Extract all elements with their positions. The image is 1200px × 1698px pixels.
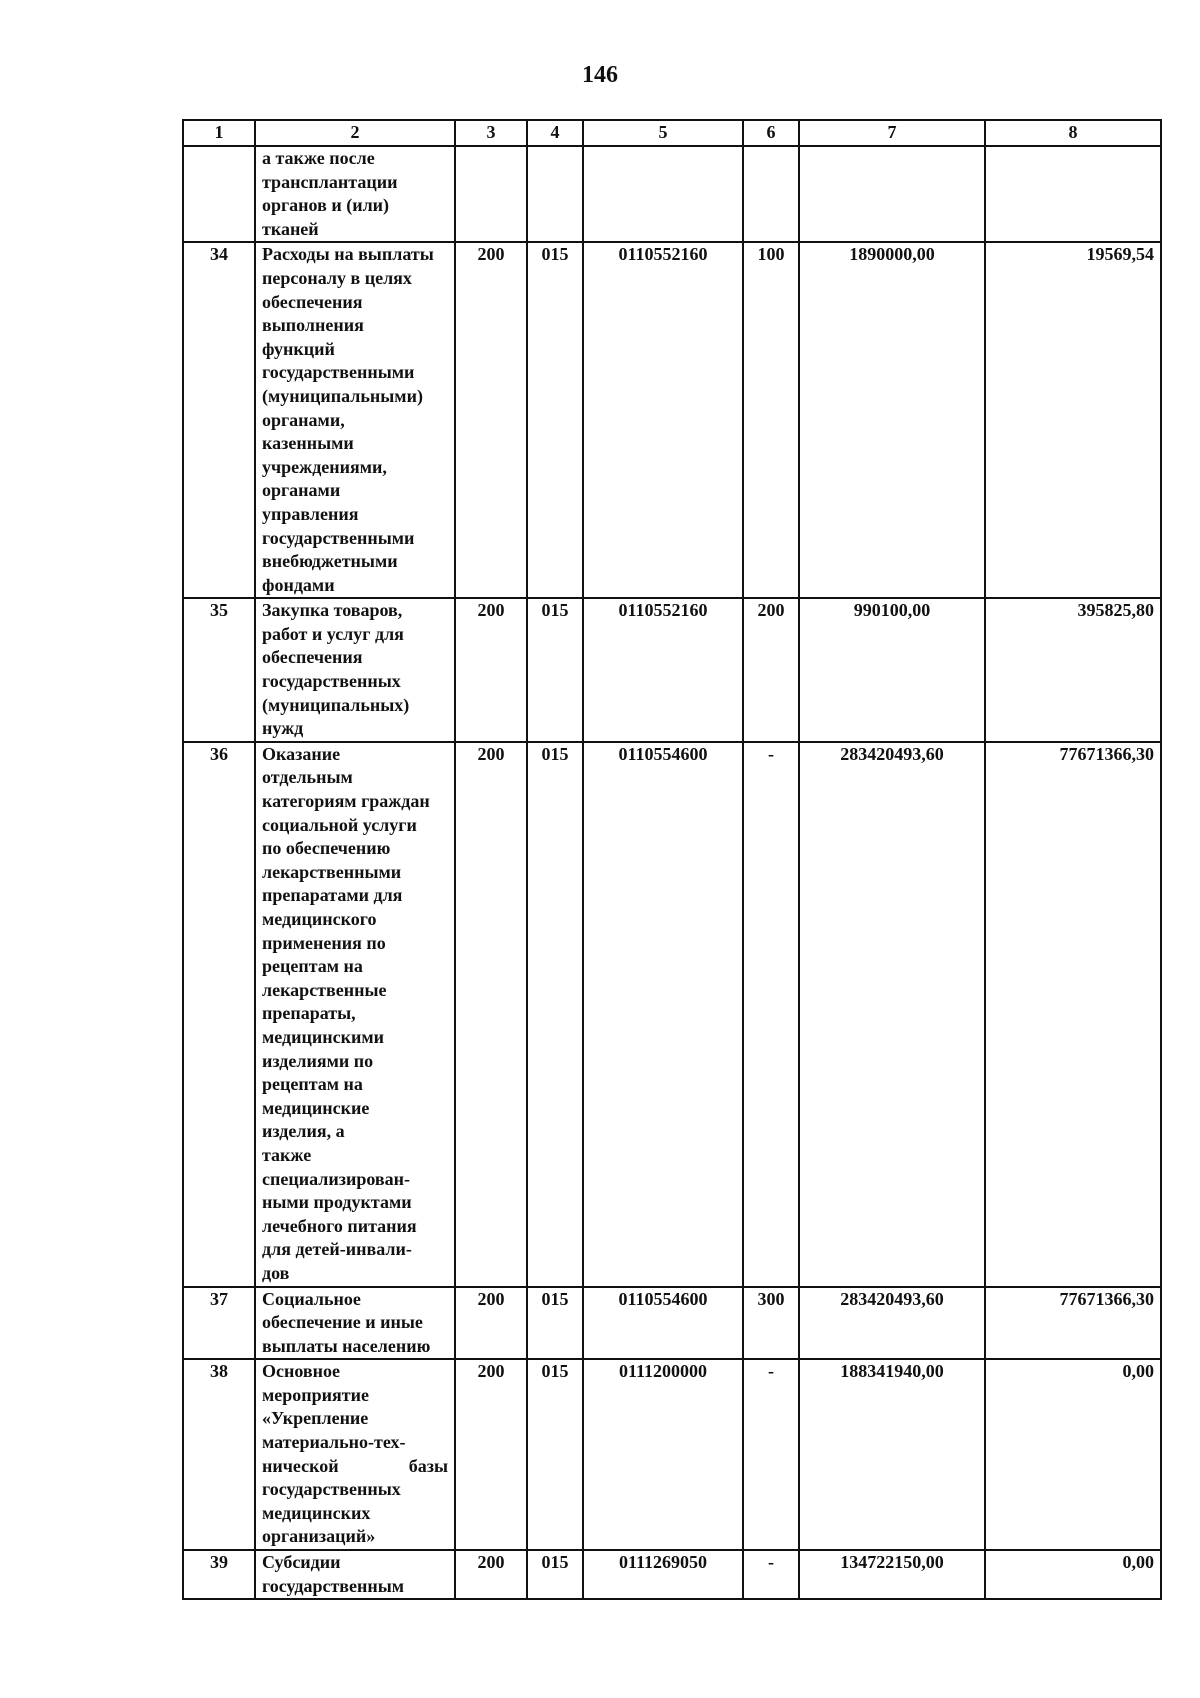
item-name-line: материально-тех- [262,1432,406,1453]
item-name-line: Основное [262,1361,340,1382]
item-name-line: фондами [262,574,335,595]
item-name-line: социальной услуги [262,814,417,835]
planned-amount-cell: 283420493,60 [799,1287,985,1360]
expense-type-cell: - [743,1359,799,1550]
row-number-cell: 39 [183,1550,255,1599]
item-name-line: препараты, [262,1003,356,1024]
item-name-line: «Укрепление [262,1408,369,1429]
item-name-line: организаций» [262,1526,376,1547]
item-name-cell [255,598,455,742]
column-header: 2 [255,120,455,146]
actual-amount-cell: 0,00 [985,1550,1161,1599]
item-name-line: Расходы на выплаты [262,244,434,265]
section-code-cell [527,146,583,242]
row-number-cell: 37 [183,1287,255,1360]
item-name-line: выполнения [262,315,364,336]
item-name-line: органами, [262,409,345,430]
planned-amount-cell: 990100,00 [799,598,985,742]
item-name-line: нужд [262,718,304,739]
item-name-line: изделия, а [262,1121,345,1142]
item-name-line: мероприятие [262,1384,369,1405]
target-article-cell: 0111269050 [583,1550,743,1599]
item-name-line: а также после [262,148,375,168]
row-number-cell: 35 [183,598,255,742]
target-article-cell: 0110554600 [583,742,743,1287]
item-name-line: казенными [262,433,354,454]
item-name-line: Субсидии [262,1552,341,1573]
row-number-cell: 38 [183,1359,255,1550]
expense-type-cell: 300 [743,1287,799,1360]
ministry-code-cell: 200 [455,1550,527,1599]
item-name-line: обеспечения [262,291,363,312]
column-header: 3 [455,120,527,146]
ministry-code-cell: 200 [455,1287,527,1360]
item-name-line: Закупка товаров, [262,600,403,621]
item-name-cell [255,1287,455,1360]
item-name-line: медицинские [262,1097,370,1118]
item-name-line: государственным [262,1575,405,1596]
actual-amount-cell: 0,00 [985,1359,1161,1550]
table-row [183,146,1161,242]
item-name-line: категориям граждан [262,791,430,812]
item-name-cell [255,146,455,242]
item-name-line: для детей-инвали- [262,1239,412,1260]
table-body [183,146,1161,1599]
table-row [183,1359,1161,1550]
item-name-line: медицинскими [262,1026,384,1047]
item-name-line: управления [262,503,359,524]
expense-type-cell: 200 [743,598,799,742]
expense-type-cell: 100 [743,242,799,598]
item-name-line: лекарственные [262,979,387,1000]
section-code-cell: 015 [527,1287,583,1360]
item-name-line: органов и (или) [262,195,390,216]
item-name-line: рецептам на [262,956,363,977]
table-row [183,1287,1161,1360]
section-code-cell: 015 [527,1359,583,1550]
item-name-line: дов [262,1262,290,1283]
row-number-cell: 36 [183,742,255,1287]
item-name-line: внебюджетными [262,551,398,572]
section-code-cell: 015 [527,742,583,1287]
item-name-line: персоналу в целях [262,267,412,288]
item-name-cell [255,1550,455,1599]
table-row [183,242,1161,598]
section-code-cell: 015 [527,1550,583,1599]
table-row [183,742,1161,1287]
target-article-cell: 0110552160 [583,242,743,598]
item-name-line: функций [262,338,335,359]
column-header: 6 [743,120,799,146]
item-name-line: обеспечения [262,647,363,668]
item-name-line: также [262,1144,312,1165]
column-header: 8 [985,120,1161,146]
planned-amount-cell: 283420493,60 [799,742,985,1287]
item-name-line: рецептам на [262,1074,363,1095]
ministry-code-cell: 200 [455,242,527,598]
item-name-line: по обеспечению [262,838,391,859]
column-header: 4 [527,120,583,146]
row-number-cell [183,146,255,242]
item-name-cell [255,1359,455,1550]
item-name-line: обеспечение и иные [262,1312,423,1333]
item-name-line: тканей [262,218,319,239]
item-name-line: нической базы [262,1455,448,1476]
ministry-code-cell [455,146,527,242]
column-header: 1 [183,120,255,146]
section-code-cell: 015 [527,598,583,742]
item-name-line: (муниципальными) [262,385,423,406]
budget-table [182,119,1162,1600]
table-row [183,598,1161,742]
target-article-cell: 0111200000 [583,1359,743,1550]
item-name-line: отдельным [262,767,353,788]
header-row [183,120,1161,146]
item-name-line: медицинских [262,1502,371,1523]
expense-type-cell: - [743,742,799,1287]
planned-amount-cell [799,146,985,242]
actual-amount-cell: 77671366,30 [985,1287,1161,1360]
planned-amount-cell: 134722150,00 [799,1550,985,1599]
item-name-line: органами [262,480,341,501]
target-article-cell: 0110554600 [583,1287,743,1360]
item-name-line: ными продуктами [262,1192,412,1213]
table-row [183,1550,1161,1599]
item-name-line: применения по [262,932,386,953]
item-name-line: специализирован- [262,1168,410,1189]
target-article-cell [583,146,743,242]
item-name-line: учреждениями, [262,456,387,477]
item-name-line: Социальное [262,1288,361,1309]
expense-type-cell: - [743,1550,799,1599]
actual-amount-cell: 77671366,30 [985,742,1161,1287]
actual-amount-cell [985,146,1161,242]
item-name-line: трансплантации [262,171,398,192]
item-name-line: государственных [262,671,401,692]
item-name-line: медицинского [262,909,377,929]
planned-amount-cell: 1890000,00 [799,242,985,598]
item-name-line: государственными [262,362,415,383]
column-header: 7 [799,120,985,146]
expense-type-cell [743,146,799,242]
item-name-line: лекарственными [262,861,402,882]
item-name-line: выплаты населению [262,1335,431,1356]
item-name-line: (муниципальных) [262,694,410,715]
column-header: 5 [583,120,743,146]
planned-amount-cell: 188341940,00 [799,1359,985,1550]
row-number-cell: 34 [183,242,255,598]
item-name-cell [255,242,455,598]
item-name-line: изделиями по [262,1050,374,1071]
actual-amount-cell: 19569,54 [985,242,1161,598]
actual-amount-cell: 395825,80 [985,598,1161,742]
page-number: 146 [582,62,618,88]
item-name-line: препаратами для [262,885,403,906]
ministry-code-cell: 200 [455,1359,527,1550]
item-name-line: работ и услуг для [262,623,404,644]
section-code-cell: 015 [527,242,583,598]
table-header [183,120,1161,146]
ministry-code-cell: 200 [455,742,527,1287]
ministry-code-cell: 200 [455,598,527,742]
item-name-line: Оказание [262,743,341,764]
item-name-line: государственными [262,527,415,548]
item-name-line: государственных [262,1479,401,1500]
item-name-cell [255,742,455,1287]
target-article-cell: 0110552160 [583,598,743,742]
item-name-line: лечебного питания [262,1215,417,1236]
